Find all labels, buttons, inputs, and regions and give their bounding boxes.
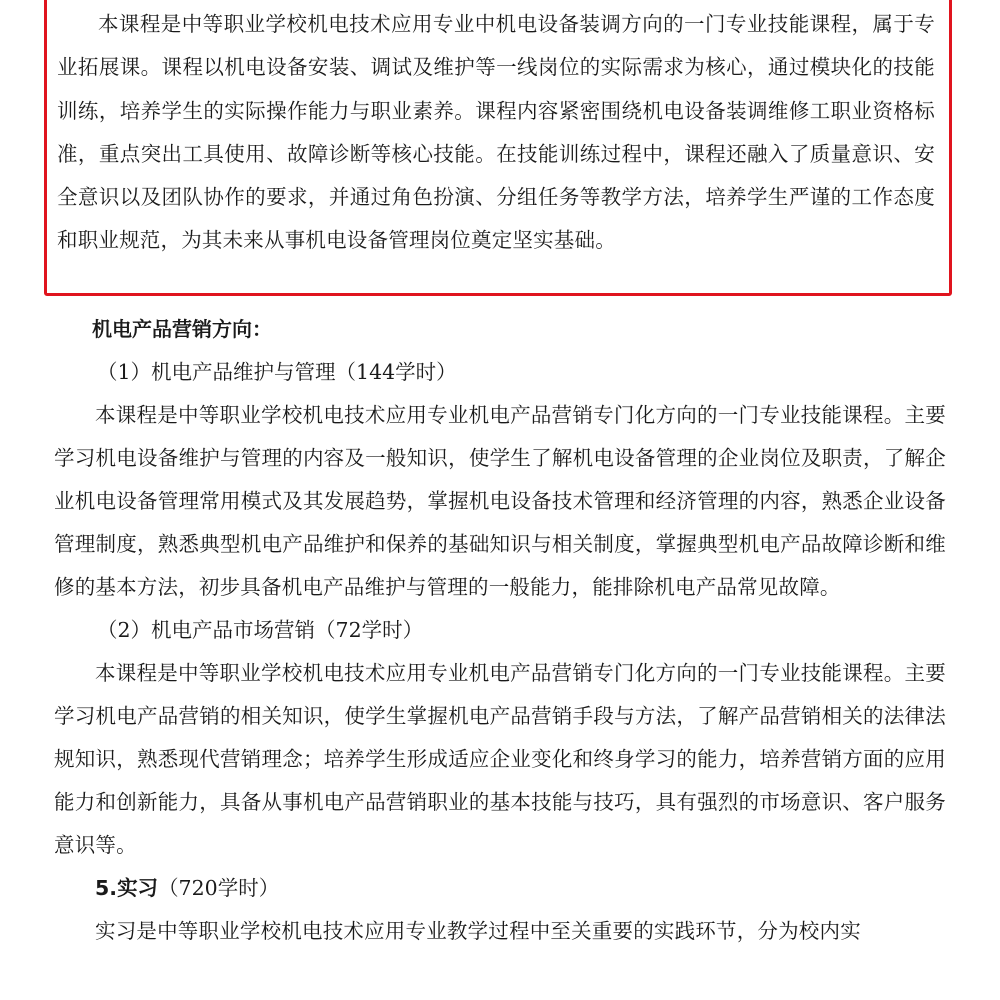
section5-hours: （720学时） — [158, 876, 280, 900]
course2-body: 本课程是中等职业学校机电技术应用专业机电产品营销专门化方向的一门专业技能课程。主要学习机电产品营销的相关知识，使学生掌握机电产品营销手段与方法，了解产品营销相关的法律法规知识，熟悉现代营销理念；培养学生形成适应企业变化和终身学习的能力，培养营销方面的应用能力和创新能力，具备从事机电产品营销职业的基本技能与技巧，具有强烈的市场意识、客户服务意识等。 — [54, 661, 946, 857]
section5-number: 5. — [95, 876, 118, 900]
course1-title: （1）机电产品维护与管理（144学时） — [97, 360, 457, 384]
direction-heading: 机电产品营销方向： — [92, 317, 272, 341]
main-content — [54, 308, 946, 953]
course2-title: （2）机电产品市场营销（72学时） — [97, 618, 424, 642]
course1-body: 本课程是中等职业学校机电技术应用专业机电产品营销专门化方向的一门专业技能课程。主要学习机电设备维护与管理的内容及一般知识，使学生了解机电设备管理的企业岗位及职责，了解企业机电设备管理常用模式及其发展趋势，掌握机电设备技术管理和经济管理的内容，熟悉企业设备管理制度，熟悉典型机电产品维护和保养的基础知识与相关制度，掌握典型机电产品故障诊断和维修的基本方法，初步具备机电产品维护与管理的一般能力，能排除机电产品常见故障。 — [54, 403, 946, 599]
boxed-paragraph: 本课程是中等职业学校机电技术应用专业中机电设备装调方向的一门专业技能课程，属于专业拓展课。课程以机电设备安装、调试及维护等一线岗位的实际需求为核心，通过模块化的技能训练，培养学生的实际操作能力与职业素养。课程内容紧密围绕机电设备装调维修工职业资格标准，重点突出工具使用、故障诊断等核心技能。在技能训练过程中，课程还融入了质量意识、安全意识以及团队协作的要求，并通过角色扮演、分组任务等教学方法，培养学生严谨的工作态度和职业规范，为其未来从事机电设备管理岗位奠定坚实基础。 — [57, 12, 935, 253]
highlighted-course-description-box — [44, 0, 952, 296]
section5-heading — [95, 867, 946, 910]
section5-title: 实习 — [117, 876, 159, 900]
section5-body: 实习是中等职业学校机电技术应用专业教学过程中至关重要的实践环节，分为校内实 — [95, 919, 861, 943]
